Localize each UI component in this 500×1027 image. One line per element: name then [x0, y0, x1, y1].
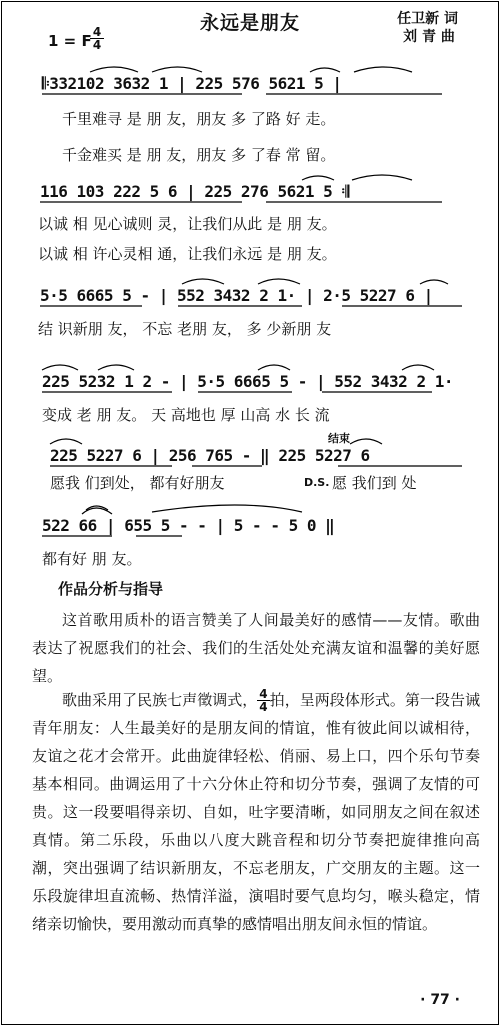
score-row-2-lyric-2: 以诚 相 许心灵相 通，让我们永远 是 朋 友。 — [38, 245, 337, 263]
score-row-1-lyric-2: 千金难买 是 朋 友，朋友 多 了春 常 留。 — [62, 146, 336, 164]
slur-marks — [2, 2, 498, 572]
score-row-4-notes: 225 5232 1 2 - | 5·5 6665 5 - | 552 3432 2 1· — [42, 372, 453, 391]
score-row-6-lyric: 都有好 朋 友。 — [42, 550, 142, 568]
score-row-1-notes: 𝄆332102 3632 1 | 225 576 5621 5 | — [42, 74, 342, 93]
time-signature-inline: $\frac{4}{4}$ — [259, 687, 268, 714]
page-number: · 77 · — [420, 992, 460, 1008]
score-row-2-notes: 116 103 222 5 6 | 225 276 5621 5 𝄇 — [40, 182, 349, 201]
score-row-3-lyric: 结 识新朋 友， 不忘 老朋 友， 多 少新朋 友 — [38, 320, 332, 338]
score-page — [1, 1, 499, 1025]
song-title: 永远是朋友 — [199, 12, 300, 34]
composer: 刘 青 曲 — [403, 29, 455, 45]
fine-label: 结束 — [328, 432, 350, 445]
analysis-paragraph-2: 歌曲采用了民族七声徵调式， $\frac{4}{4}$ 拍，呈两段体形式。第一段告诫青年朋友：人生最美好的是朋友间的情谊，惟有彼此间以诚相待，友谊之花才会常开。此曲旋律轻松、俏丽、易上口，四个乐句节奏基本相同。曲调运用了十六分休止符和切分节奏，强调了友情的可贵。这一段要唱得亲切、自如，吐字要清晰，如同朋友之间在叙述真情。第二乐段，乐曲以八度大跳音程和切分节奏把旋律推向高潮，突出强调了结识新朋友，不忘老朋友，广交朋友的主题。这一乐段旋律坦直流畅、热情洋溢，演唱时要气息均匀，喉头稳定，情绪亲切愉快，要用激动而真挚的感情唱出朋友间永恒的情谊。 — [32, 687, 480, 933]
score-row-1-lyric-1: 千里难寻 是 朋 友，朋友 多 了路 好 走。 — [62, 110, 336, 128]
score-row-3-notes: 5·5 6665 5 - | 552 3432 2 1· | 2·5 5227 6 | — [40, 286, 433, 305]
analysis-heading: 作品分析与指导 — [58, 580, 164, 598]
key-signature: 1 = F — [48, 32, 92, 50]
score-row-5-lyric: 愿我 们到处， 都有好朋友 — [50, 474, 225, 492]
score-row-6-notes: 522 66 | 655 5 - - | 5 - - 5 0 ‖ — [42, 516, 335, 535]
time-signature: 4 4 — [90, 26, 104, 51]
score-row-4-lyric: 变成 老 朋 友。 天 高地也 厚 山高 水 长 流 — [42, 406, 330, 424]
score-row-2-lyric-1: 以诚 相 见心诚则 灵，让我们从此 是 朋 友。 — [38, 215, 337, 233]
score-row-5-notes: 225 5227 6 | 256 765 - ‖ 225 5227 6 — [50, 446, 370, 465]
lyricist: 任卫新 词 — [397, 11, 458, 27]
analysis-paragraph-1: 这首歌用质朴的语言赞美了人间最美好的感情——友情。歌曲表达了祝愿我们的社会、我们的生活处处充满友谊和温馨的美好愿望。 — [32, 611, 480, 685]
ds-marking: D.S. — [304, 476, 330, 489]
score-row-5-lyric-b: 愿 我们到 处 — [332, 474, 417, 492]
